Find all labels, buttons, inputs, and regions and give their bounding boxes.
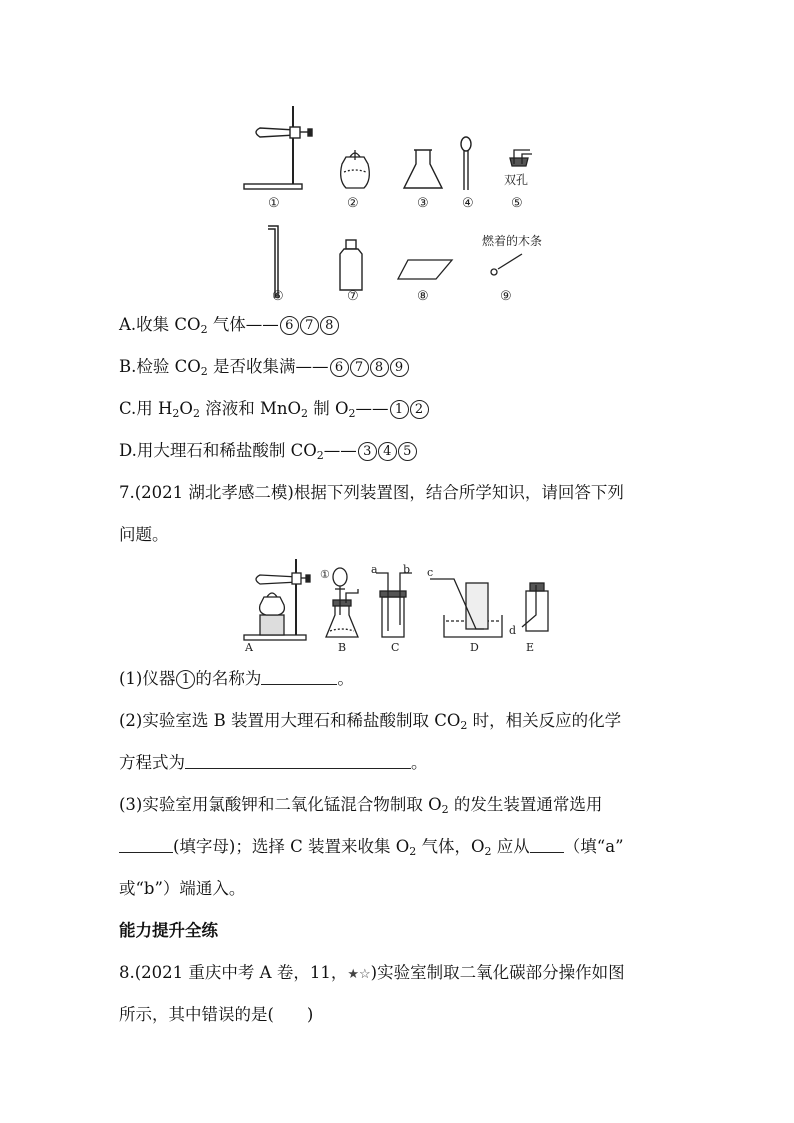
q8-stem-line2: 所示，其中错误的是( ): [119, 1005, 314, 1024]
bent-glass-tube-drawing: [268, 226, 278, 298]
alcohol-lamp-drawing: [341, 150, 370, 188]
answer-blank-1[interactable]: [261, 670, 337, 685]
answer-blank-3[interactable]: [119, 838, 173, 853]
q7-stem-line2: 问题。: [119, 525, 169, 544]
q7-part-1: (1)仪器 1 的名称为 。: [119, 669, 354, 688]
figure-label-2: ②: [347, 196, 359, 211]
answer-blank-2[interactable]: [185, 754, 411, 769]
answer-blank-4[interactable]: [530, 838, 564, 853]
apparatus-d-drawing: [430, 579, 502, 637]
burning-stick-caption: 燃着的木条: [482, 234, 543, 248]
figure-label-4: ④: [462, 196, 474, 211]
q7-stem-line1: 7.(2021 湖北孝感二模)根据下列装置图，结合所学知识，请回答下列: [119, 483, 624, 502]
glass-plate-drawing: [398, 260, 452, 279]
section-title: 能力提升全练: [119, 921, 218, 940]
q7-part-2-line1: (2)实验室选 B 装置用大理石和稀盐酸制取 $CO_2$ 时，相关反应的化学: [119, 711, 622, 732]
figure2-label-b: B: [338, 641, 347, 654]
long-neck-funnel-drawing: [461, 137, 471, 190]
option-b: B.检验 $CO_2$ 是否收集满—— 6 7 8 9: [119, 356, 409, 378]
apparatus-figure-1: [238, 102, 558, 307]
figure2-label-d: D: [470, 641, 479, 654]
option-a: A.收集 $CO_2$ 气体—— 6 7 8: [119, 314, 339, 336]
figure-label-1: ①: [268, 196, 280, 211]
two-hole-stopper-drawing: [510, 150, 532, 166]
port-label-b: b: [403, 563, 411, 576]
figure2-label-c: C: [391, 641, 400, 654]
difficulty-stars-icon: ★☆: [347, 967, 371, 982]
q7-part-3-line2: (填字母)；选择 C 装置来收集 $O_2$ 气体，$O_2$ 应从 （填“a”: [119, 836, 624, 858]
q7-part-2-line2: 方程式为 。: [119, 753, 428, 772]
figure-label-7: ⑦: [347, 289, 359, 304]
port-label-a: a: [371, 563, 378, 576]
apparatus-b-drawing: [326, 568, 358, 637]
q8-stem-line1: 8.(2021 重庆中考 A 卷，11，★☆)实验室制取二氧化碳部分操作如图: [119, 963, 625, 982]
port-label-d: d: [509, 624, 517, 637]
figure-label-5: ⑤: [511, 196, 523, 211]
q7-part-3-line1: (3)实验室用氯酸钾和二氧化锰混合物制取 $O_2$ 的发生装置通常选用: [119, 795, 603, 816]
iron-stand-test-tube-drawing: [244, 106, 312, 189]
figure2-label-instrument-1: ①: [320, 568, 330, 581]
figure2-label-e: E: [526, 641, 535, 654]
gas-collecting-bottle-drawing: [340, 240, 362, 290]
apparatus-c-drawing: [376, 573, 412, 637]
figure2-label-a: A: [245, 641, 253, 654]
figure-label-8: ⑧: [417, 289, 429, 304]
option-c: C.用 $H_2O_2$ 溶液和 MnO$_2$ 制 $O_2——$ 1 2: [119, 398, 429, 420]
figure-label-9: ⑨: [500, 289, 512, 304]
q7-part-3-line3: 或“b”）端通入。: [119, 879, 246, 898]
stopper-caption: 双孔: [504, 173, 529, 187]
apparatus-e-drawing: [522, 583, 548, 631]
conical-flask-drawing: [404, 150, 442, 188]
port-label-c: c: [427, 566, 434, 579]
option-d: D.用大理石和稀盐酸制 $CO_2——$ 3 4 5: [119, 440, 417, 462]
figure-label-3: ③: [417, 196, 429, 211]
burning-stick-drawing: [491, 254, 522, 275]
apparatus-a-drawing: [244, 559, 310, 640]
figure-label-6: ⑥: [272, 289, 284, 304]
